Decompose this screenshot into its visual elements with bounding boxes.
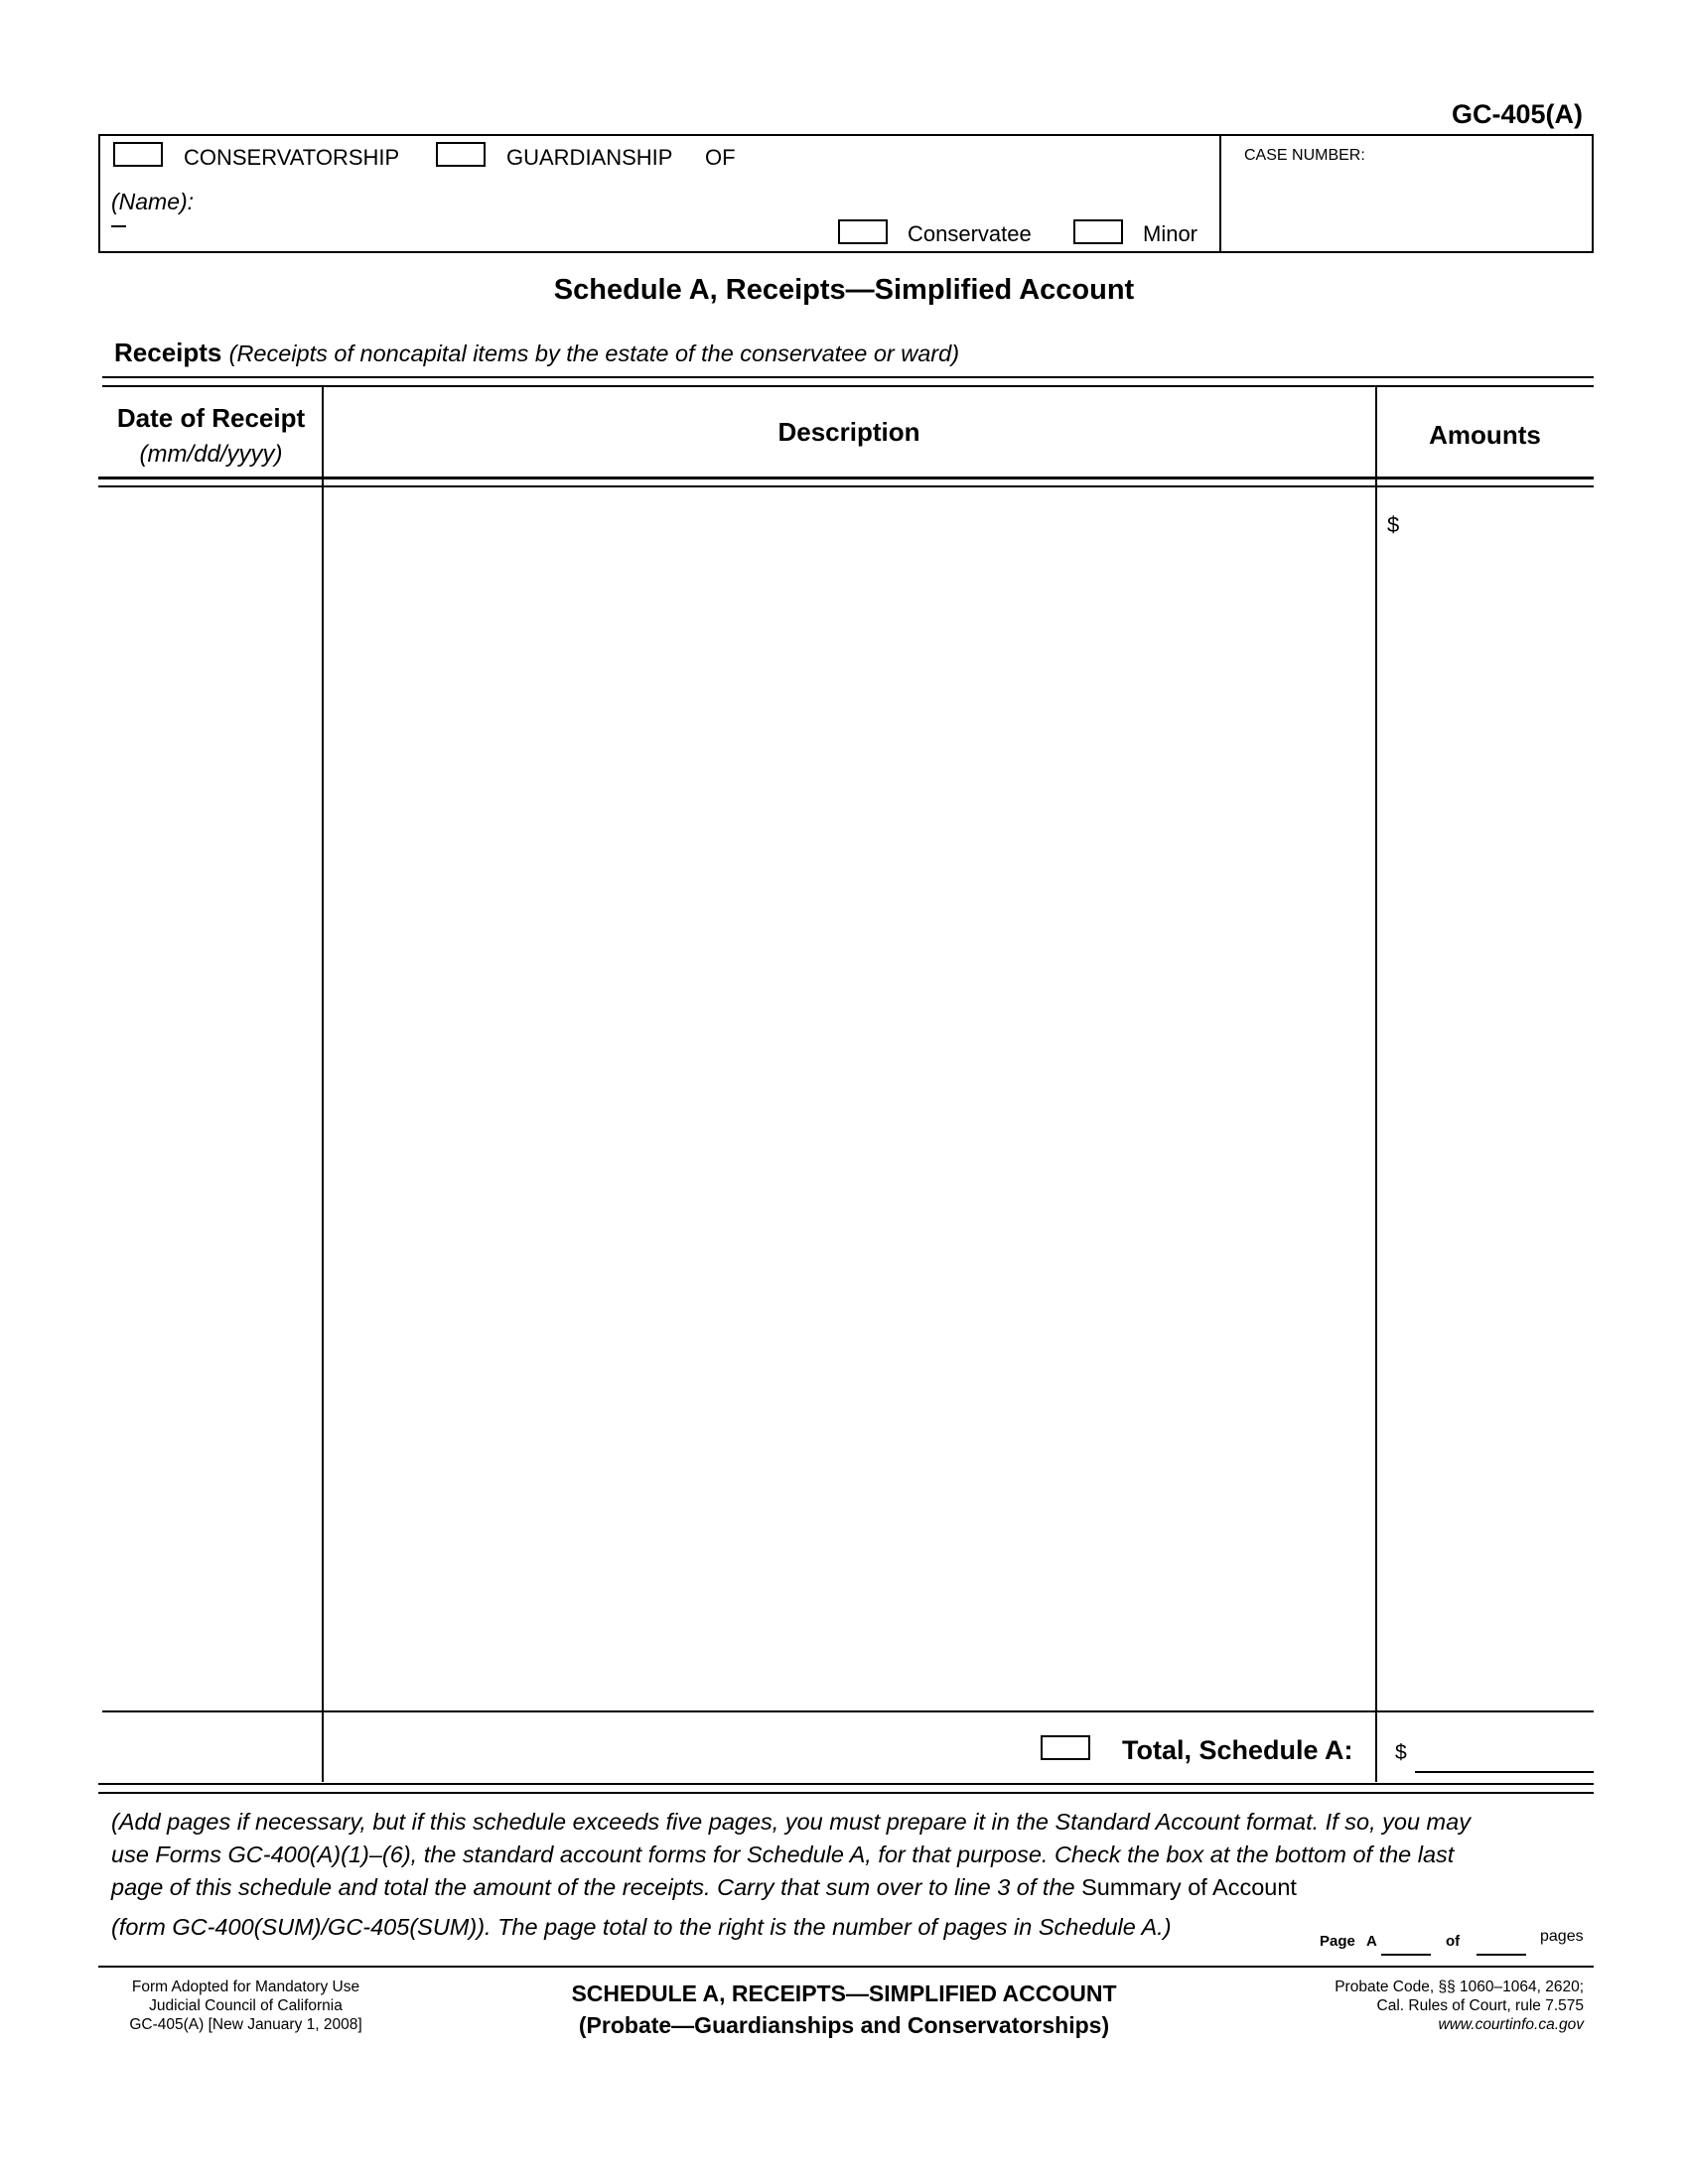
of-label: OF: [705, 145, 736, 170]
col-date-format: (mm/dd/yyyy): [139, 441, 283, 468]
page-label: Page: [1320, 1933, 1355, 1950]
description-entry-area[interactable]: [326, 490, 1372, 1706]
instructions-line-3-italic: page of this schedule and total the amount of the receipts. Carry that sum over to line 3 of the: [111, 1874, 1082, 1900]
footer-rule: [98, 1966, 1594, 1968]
amounts-entry-area[interactable]: [1380, 490, 1591, 1706]
conservatorship-checkbox[interactable]: [113, 142, 163, 167]
total-dollar-sign: $: [1395, 1741, 1407, 1764]
total-amount-underline: [1415, 1771, 1594, 1773]
minor-checkbox[interactable]: [1073, 219, 1123, 244]
table-top-rule-1: [102, 376, 1594, 378]
page-of-label: of: [1446, 1933, 1461, 1950]
table-top-rule-2: [102, 385, 1594, 387]
footer-left-line-1: Form Adopted for Mandatory Use: [131, 1979, 360, 1995]
footer-center-line-2: (Probate—Guardianships and Conservatorships): [578, 2012, 1110, 2038]
page-number-field[interactable]: [1381, 1928, 1431, 1953]
instructions-line-2: use Forms GC-400(A)(1)–(6), the standard account forms for Schedule A, for that purpose. Check the box at the bottom of the last: [111, 1842, 1455, 1867]
footer-right-line-2: Cal. Rules of Court, rule 7.575: [1376, 1997, 1584, 2014]
caption-divider: [1219, 134, 1221, 253]
footer-center: [348, 1978, 1340, 2041]
conservatee-checkbox[interactable]: [838, 219, 888, 244]
page-number-line: [1381, 1954, 1431, 1956]
instructions-line-3: [111, 1871, 1561, 1904]
guardianship-checkbox[interactable]: [436, 142, 486, 167]
case-number-label: CASE NUMBER:: [1244, 147, 1365, 164]
conservatee-label: Conservatee: [908, 221, 1032, 246]
instructions-line-4: (form GC-400(SUM)/GC-405(SUM)). The page total to the right is the number of pages in Schedule A.): [111, 1914, 1172, 1940]
total-amount-field[interactable]: [1415, 1735, 1594, 1769]
col-amounts-header: Amounts: [1429, 420, 1541, 450]
case-number-field[interactable]: [1231, 169, 1584, 243]
receipts-subheading: (Receipts of noncapital items by the estate of the conservatee or ward): [228, 341, 960, 366]
name-field[interactable]: [129, 189, 824, 224]
total-checkbox[interactable]: [1041, 1735, 1090, 1760]
col-date-header: Date of Receipt: [116, 403, 306, 433]
footer-right-line-1: Probate Code, §§ 1060–1064, 2620;: [1335, 1979, 1584, 1995]
form-number: GC-405(A): [1451, 99, 1583, 129]
name-label: (Name):: [111, 189, 195, 214]
footer-center-line-1: SCHEDULE A, RECEIPTS—SIMPLIFIED ACCOUNT: [571, 1980, 1117, 2006]
footer-left-line-3: GC-405(A) [New January 1, 2008]: [129, 2016, 362, 2033]
receipts-heading: [114, 338, 959, 368]
footer-right-line-3[interactable]: www.courtinfo.ca.gov: [1438, 2016, 1584, 2033]
footer-right: [1335, 1978, 1584, 2034]
date-entry-area[interactable]: [102, 490, 319, 1706]
total-label: Total, Schedule A:: [1122, 1735, 1353, 1765]
table-bottom-rule-1: [98, 1783, 1594, 1785]
minor-label: Minor: [1143, 221, 1198, 246]
summary-of-account: Summary of Account: [1081, 1874, 1297, 1900]
name-field-tick: [111, 225, 126, 227]
col-description-header: Description: [777, 417, 920, 447]
pages-label: pages: [1540, 1928, 1584, 1945]
guardianship-label: GUARDIANSHIP: [506, 145, 673, 170]
instructions-line-1: (Add pages if necessary, but if this schedule exceeds five pages, you must prepare it in the Standard Account format. If so, you may: [111, 1809, 1471, 1835]
date-description-divider: [322, 387, 324, 1782]
total-pages-line: [1477, 1954, 1526, 1956]
total-pages-field[interactable]: [1477, 1928, 1526, 1953]
page-prefix: A: [1366, 1933, 1377, 1950]
footer-left-line-2: Judicial Council of California: [149, 1997, 343, 2014]
total-row-top-rule: [102, 1710, 1594, 1712]
description-amounts-divider: [1375, 387, 1377, 1782]
schedule-title: Schedule A, Receipts—Simplified Account: [553, 274, 1135, 306]
receipts-heading-bold: Receipts: [114, 338, 222, 367]
conservatorship-label: CONSERVATORSHIP: [184, 145, 400, 170]
table-bottom-rule-2: [98, 1792, 1594, 1794]
amount-dollar-sign: $: [1387, 512, 1400, 537]
